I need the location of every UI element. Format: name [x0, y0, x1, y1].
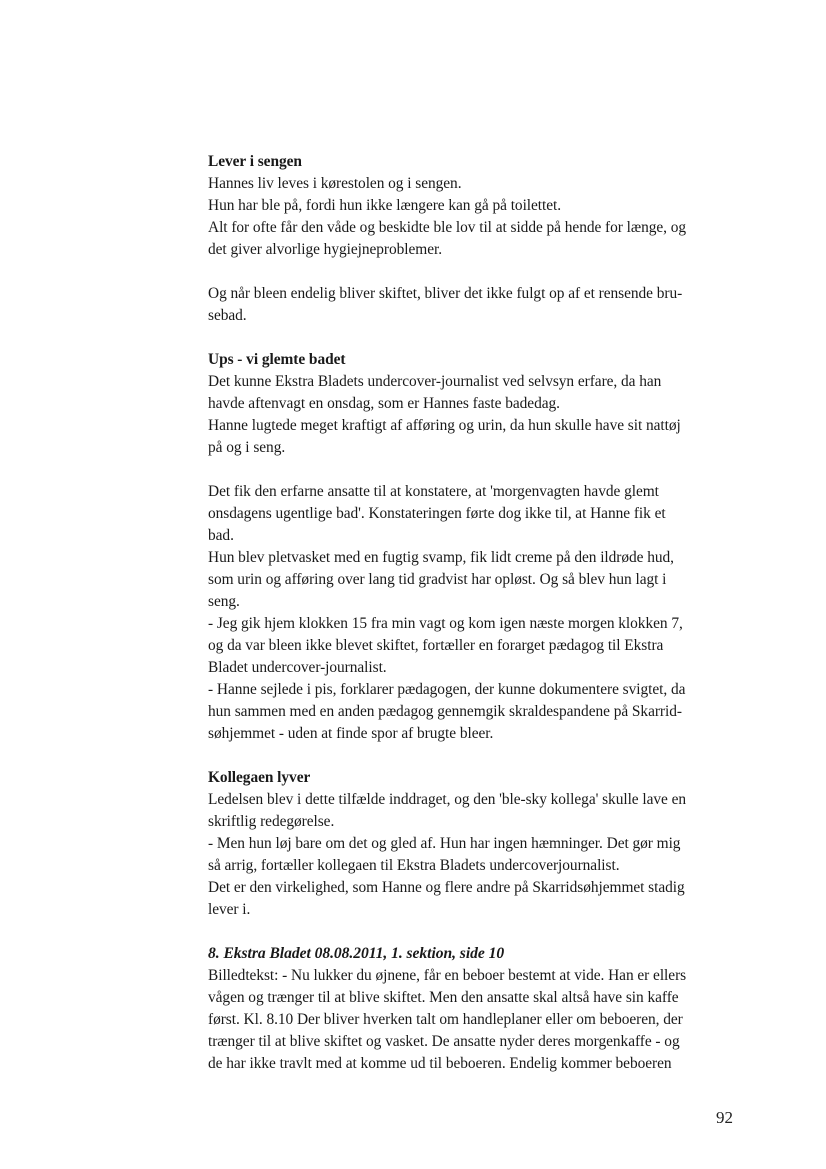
article-body: [208, 151, 738, 1075]
text-line: de har ikke travlt med at komme ud til beboeren. Endelig kommer beboeren: [208, 1055, 672, 1072]
text-line: - Jeg gik hjem klokken 15 fra min vagt og kom igen næste morgen klokken 7,: [208, 615, 683, 632]
text-line: på og i seng.: [208, 439, 286, 456]
text-line: skriftlig redegørelse.: [208, 813, 335, 830]
text-line: Hanne lugtede meget kraftigt af afføring og urin, da hun skulle have sit nattøj: [208, 417, 681, 434]
text-line: hun sammen med en anden pædagog gennemgik skraldespandene på Skarrid-: [208, 703, 682, 720]
section-heading-kollegaen-lyver: Kollegaen lyver: [208, 769, 311, 786]
text-line: Billedtekst: - Nu lukker du øjnene, får en beboer bestemt at vide. Han er ellers: [208, 967, 687, 984]
text-line: trænger til at blive skiftet og vasket. De ansatte nyder deres morgenkaffe - og: [208, 1033, 680, 1050]
paragraph-gap: [208, 921, 738, 943]
page-number: 92: [716, 1108, 733, 1127]
section-heading-lever-i-sengen: Lever i sengen: [208, 153, 302, 170]
source-heading: 8. Ekstra Bladet 08.08.2011, 1. sektion, side 10: [208, 945, 505, 962]
text-line: først. Kl. 8.10 Der bliver hverken talt om handleplaner eller om beboeren, der: [208, 1011, 683, 1028]
text-line: Hannes liv leves i kørestolen og i sengen.: [208, 175, 462, 192]
text-line: - Men hun løj bare om det og gled af. Hun har ingen hæmninger. Det gør mig: [208, 835, 681, 852]
text-line: havde aftenvagt en onsdag, som er Hannes faste badedag.: [208, 395, 560, 412]
text-line: Det fik den erfarne ansatte til at konstatere, at 'morgenvagten havde glemt: [208, 483, 659, 500]
text-line: Og når bleen endelig bliver skiftet, bliver det ikke fulgt op af et rensende bru-: [208, 285, 683, 302]
text-line: onsdagens ugentlige bad'. Konstateringen førte dog ikke til, at Hanne fik et: [208, 505, 666, 522]
text-line: som urin og afføring over lang tid gradvist har opløst. Og så blev hun lagt i: [208, 571, 667, 588]
text-line: seng.: [208, 593, 240, 610]
paragraph-gap: [208, 459, 738, 481]
text-line: så arrig, fortæller kollegaen til Ekstra Bladets undercoverjournalist.: [208, 857, 620, 874]
text-line: Det kunne Ekstra Bladets undercover-journalist ved selvsyn erfare, da han: [208, 373, 662, 390]
paragraph-gap: [208, 261, 738, 283]
paragraph-gap: [208, 327, 738, 349]
text-line: vågen og trænger til at blive skiftet. Men den ansatte skal altså have sin kaffe: [208, 989, 679, 1006]
text-line: Hun blev pletvasket med en fugtig svamp, fik lidt creme på den ildrøde hud,: [208, 549, 674, 566]
section-heading-ups-vi-glemte-badet: Ups - vi glemte badet: [208, 351, 346, 368]
text-line: og da var bleen ikke blevet skiftet, fortæller en forarget pædagog til Ekstra: [208, 637, 664, 654]
text-line: Alt for ofte får den våde og beskidte ble lov til at sidde på hende for længe, og: [208, 219, 687, 236]
text-line: sebad.: [208, 307, 247, 324]
paragraph-gap: [208, 745, 738, 767]
text-line: Ledelsen blev i dette tilfælde inddraget, og den 'ble-sky kollega' skulle lave en: [208, 791, 687, 808]
text-line: - Hanne sejlede i pis, forklarer pædagogen, der kunne dokumentere svigtet, da: [208, 681, 686, 698]
text-line: Bladet undercover-journalist.: [208, 659, 387, 676]
text-line: Det er den virkelighed, som Hanne og flere andre på Skarridsøhjemmet stadig: [208, 879, 685, 896]
text-line: det giver alvorlige hygiejneproblemer.: [208, 241, 443, 258]
text-line: søhjemmet - uden at finde spor af brugte bleer.: [208, 725, 494, 742]
text-line: lever i.: [208, 901, 251, 918]
text-line: bad.: [208, 527, 234, 544]
text-line: Hun har ble på, fordi hun ikke længere kan gå på toilettet.: [208, 197, 562, 214]
